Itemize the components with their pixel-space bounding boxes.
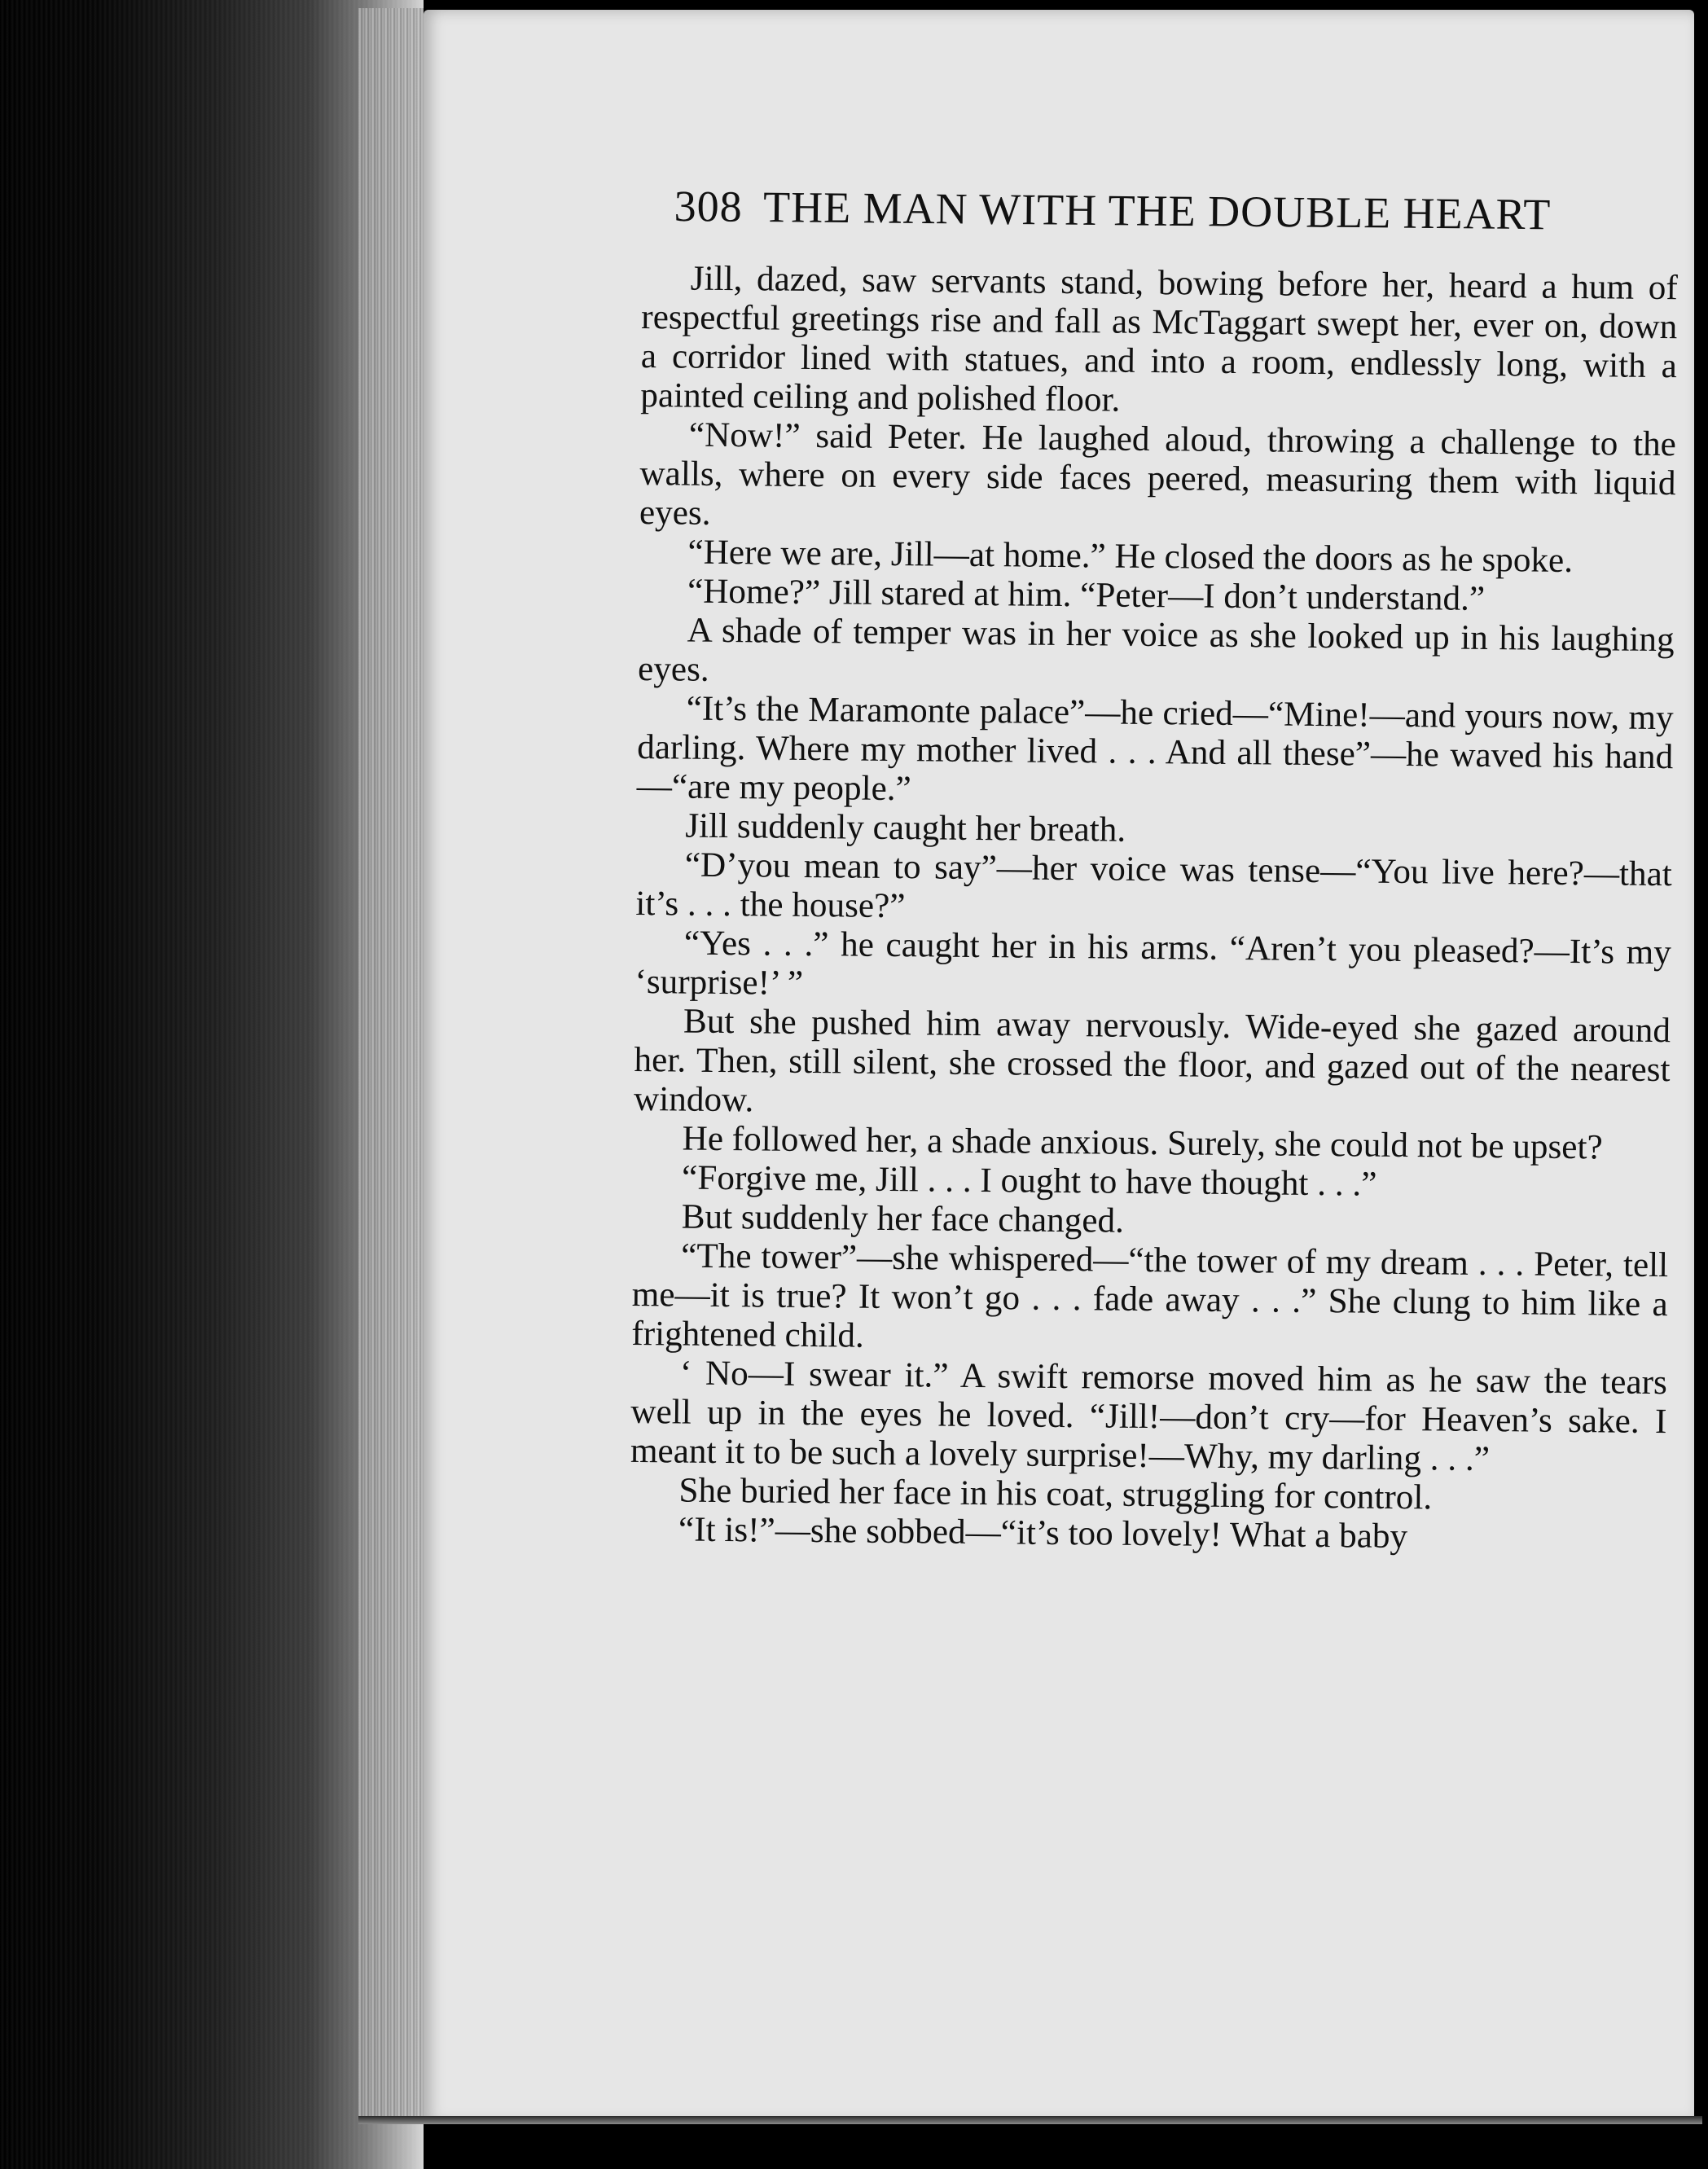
running-head — [674, 181, 1636, 247]
page-number: 308 — [674, 181, 743, 231]
paragraph: “Home?” Jill stared at him. “Peter—I don’t understand.” — [687, 572, 1486, 618]
paragraph: “Yes . . .” he caught her in his arms. “Aren’t you pleased?—It’s my ‘surprise!’ ” — [634, 924, 1672, 1003]
paragraph: “It’s the Maramonte palace”—he cried—“Mine!—and yours now, my darling. Where my mother lived . . . And all these”—he waved his hand—“are my people.” — [636, 689, 1674, 809]
paragraph: “The tower”—she whispered—“the tower of my dream . . . Peter, tell me—it is true? It won’t go . . . fade away . . .” She clung to him like a frightened child. — [631, 1236, 1669, 1355]
paragraph: “It is!”—she sobbed—“it’s too lovely! What a baby — [678, 1510, 1408, 1556]
paragraph: A shade of temper was in her voice as she looked up in his laughing eyes. — [637, 611, 1675, 689]
paragraph: “Here we are, Jill—at home.” He closed the doors as he spoke. — [687, 533, 1574, 580]
paragraph: ‘ No—I swear it.” A swift remorse moved him as he saw the tears well up in the eyes he loved. “Jill!—don’t cry—for Heaven’s sake. I meant it to be such a lovely surprise!—Why, my darling . . .” — [630, 1354, 1668, 1479]
paragraph: “Now!” said Peter. He laughed aloud, throwing a challenge to the walls, where on every side faces peered, measuring them with liquid eyes. — [639, 415, 1677, 533]
book-title: THE MAN WITH THE DOUBLE HEART — [762, 182, 1552, 239]
paragraph: “Forgive me, Jill . . . I ought to have thought . . .” — [681, 1158, 1377, 1204]
page-bottom-edge — [358, 2116, 1702, 2124]
paragraph: Jill, dazed, saw servants stand, bowing before her, heard a hum of respectful greetings rise and fall as McTaggart swept her, ever on, down a corridor lined with statues, and into a room, endlessly long, with a painted ceiling and polished floor. — [640, 259, 1678, 419]
paragraph: Jill suddenly caught her breath. — [685, 806, 1126, 850]
paragraph: But she pushed him away nervously. Wide-eyed she gazed around her. Then, still silent, she crossed the floor, and gazed out of the nearest window. — [633, 1002, 1671, 1120]
page-edges — [358, 8, 424, 2122]
paragraph: She buried her face in his coat, struggling for control. — [678, 1471, 1433, 1517]
paragraph: He followed her, a shade anxious. Surely, she could not be upset? — [682, 1119, 1603, 1167]
paragraph: “D’you mean to say”—her voice was tense—“You live here?—that it’s . . . the house?” — [635, 845, 1673, 926]
text-body — [626, 259, 1678, 2004]
paragraph: But suddenly her face changed. — [681, 1197, 1125, 1240]
